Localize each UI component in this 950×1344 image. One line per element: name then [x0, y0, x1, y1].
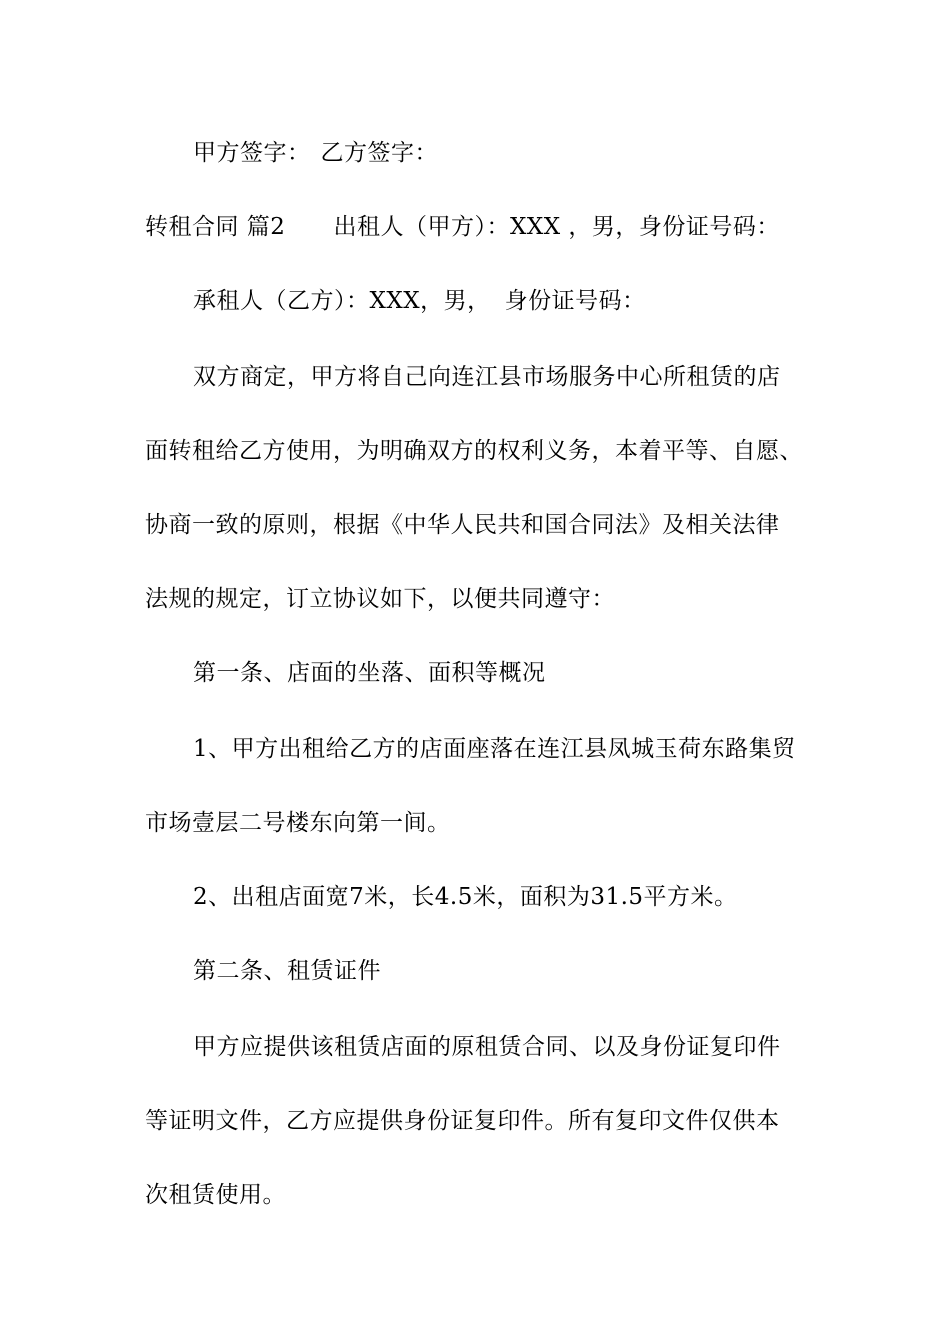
- paragraph-line: 甲方应提供该租赁店面的原租赁合同、以及身份证复印件: [193, 1034, 781, 1060]
- paragraph-line: 次租赁使用。: [145, 1182, 286, 1208]
- party-a-signature-label: 甲方签字：: [193, 140, 311, 166]
- section-heading: 第二条、租赁证件: [193, 958, 381, 984]
- lessor-info: 出租人（甲方）：XXX ，男，身份证号码：: [333, 214, 780, 240]
- signature-line: [193, 138, 438, 168]
- contract-header-line: [145, 212, 780, 242]
- paragraph-line: 法规的规定，订立协议如下，以便共同遵守：: [145, 586, 615, 612]
- contract-title: 转租合同 篇2: [145, 214, 286, 240]
- paragraph-line: 协商一致的原则，根据《中华人民共和国合同法》及相关法律: [145, 512, 780, 538]
- section-heading: 第一条、店面的坐落、面积等概况: [193, 660, 546, 686]
- paragraph-line: 市场壹层二号楼东向第一间。: [145, 810, 451, 836]
- paragraph-line: 等证明文件，乙方应提供身份证复印件。所有复印文件仅供本: [145, 1108, 780, 1134]
- paragraph-line: 双方商定，甲方将自己向连江县市场服务中心所租赁的店: [193, 364, 781, 390]
- lessee-id-label: 身份证号码：: [504, 288, 646, 314]
- lessee-line: [193, 286, 646, 316]
- paragraph-line: 面转租给乙方使用，为明确双方的权利义务，本着平等、自愿、: [145, 438, 803, 464]
- lessee-info: 承租人（乙方）：XXX，男，: [193, 288, 491, 314]
- party-b-signature-label: 乙方签字：: [320, 140, 438, 166]
- paragraph-line: 1、甲方出租给乙方的店面座落在连江县凤城玉荷东路集贸: [193, 736, 796, 762]
- paragraph-line: 2、出租店面宽7米，长4.5米，面积为31.5平方米。: [193, 884, 738, 910]
